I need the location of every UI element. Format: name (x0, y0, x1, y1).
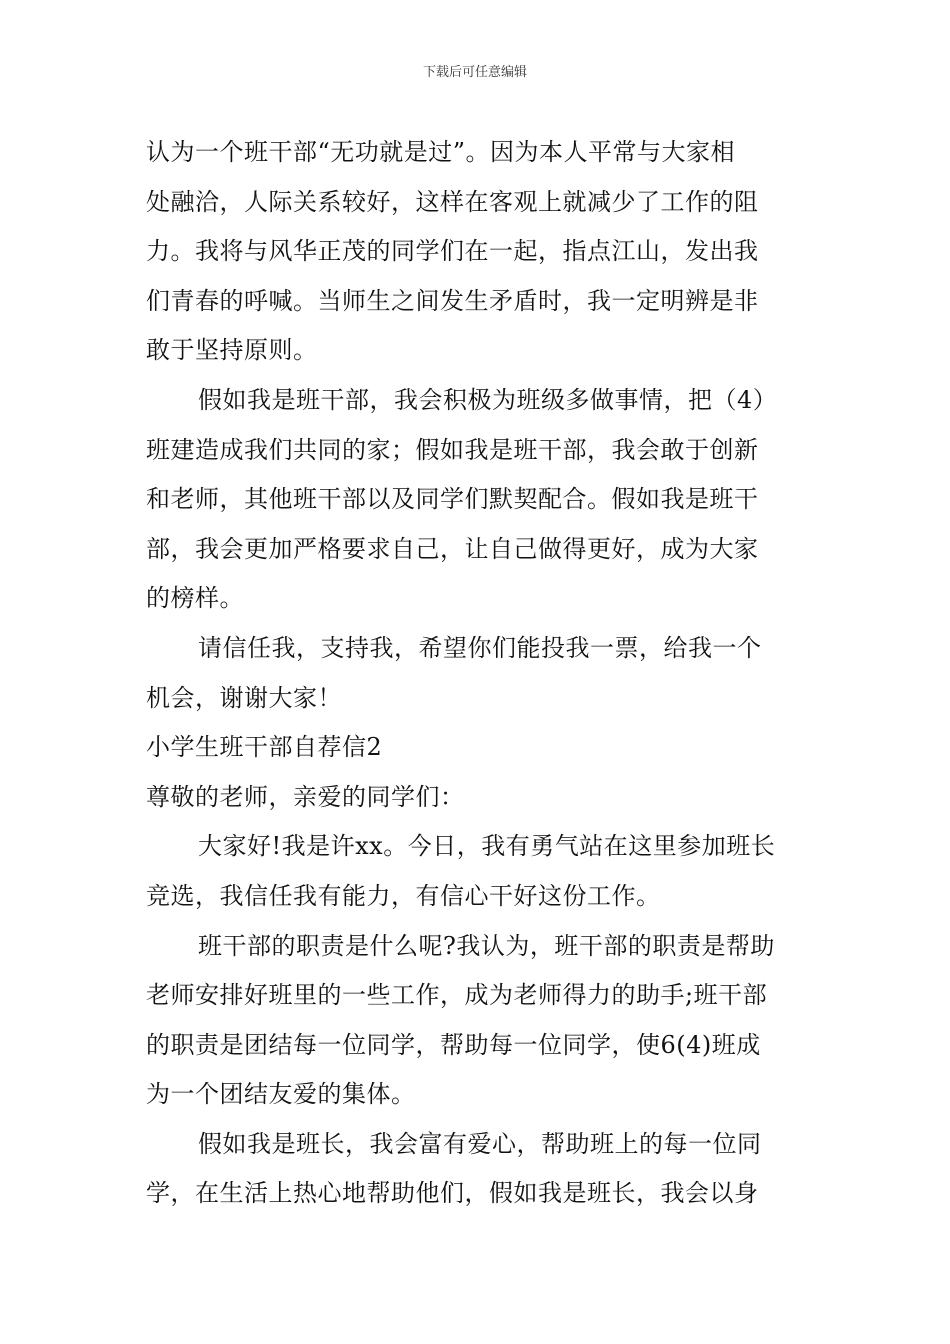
text-line: 部，我会更加严格要求自己，让自己做得更好，成为大家 (146, 534, 759, 563)
text-line: 的榜样。 (146, 584, 244, 613)
text-line: 班建造成我们共同的家；假如我是班干部，我会敢于创新 (146, 435, 759, 464)
text-line: 的职责是团结每一位同学，帮助每一位同学，使6(4)班成 (146, 1030, 761, 1059)
text-line: 和老师，其他班干部以及同学们默契配合。假如我是班干 (146, 485, 759, 514)
document-body (146, 128, 810, 1219)
text-line: 力。我将与风华正茂的同学们在一起，指点江山，发出我 (146, 237, 759, 266)
section-title: 小学生班干部自荐信2 (146, 733, 383, 762)
text-line: 处融洽，人际关系较好，这样在客观上就减少了工作的阻 (146, 187, 759, 216)
paragraph-start: 请信任我，支持我，希望你们能投我一票，给我一个 (198, 633, 762, 662)
text-line: 老师安排好班里的一些工作，成为老师得力的助手;班干部 (146, 981, 768, 1010)
text-line: 敢于坚持原则。 (146, 336, 318, 365)
text-line: 们青春的呼喊。当师生之间发生矛盾时，我一定明辨是非 (146, 286, 759, 315)
paragraph-start: 大家好!我是许xx。今日，我有勇气站在这里参加班长 (198, 832, 776, 861)
paragraph-start: 假如我是班干部，我会积极为班级多做事情，把（4） (198, 385, 778, 414)
text-line: 学，在生活上热心地帮助他们，假如我是班长，我会以身 (146, 1179, 759, 1208)
text-line: 机会，谢谢大家！ (146, 683, 342, 712)
paragraph-start: 假如我是班长，我会富有爱心，帮助班上的每一位同 (198, 1129, 762, 1158)
salutation: 尊敬的老师，亲爱的同学们： (146, 782, 465, 811)
text-line: 为一个团结友爱的集体。 (146, 1080, 416, 1109)
text-line: 认为一个班干部“无功就是过”。因为本人平常与大家相 (146, 138, 736, 166)
page-header: 下载后可任意编辑 (422, 65, 527, 80)
paragraph-start: 班干部的职责是什么呢?我认为，班干部的职责是帮助 (198, 931, 775, 960)
text-line: 竞选，我信任我有能力，有信心干好这份工作。 (146, 881, 661, 910)
